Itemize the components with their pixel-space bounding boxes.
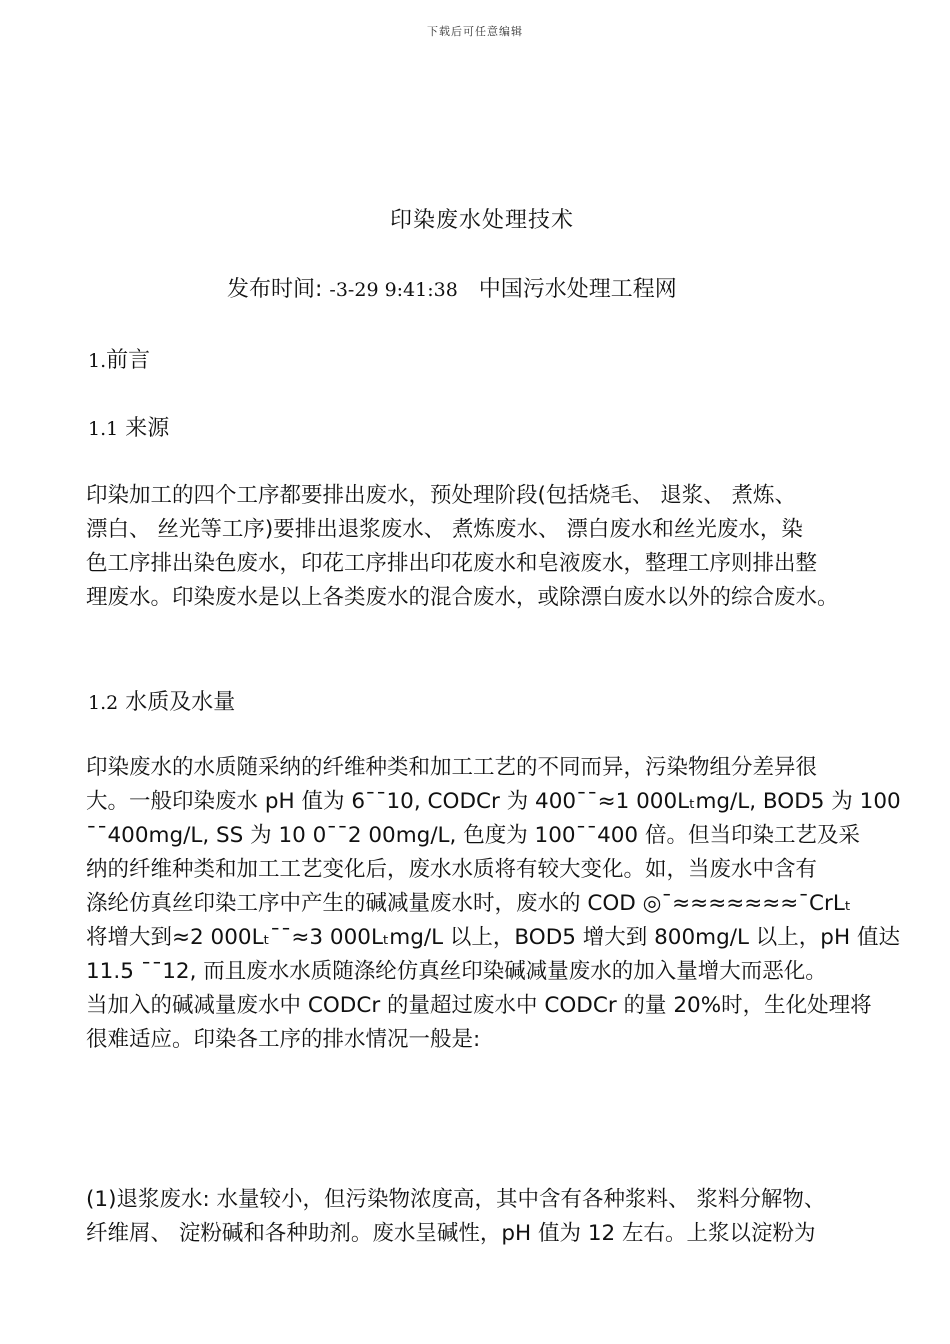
paragraph-line: 印染加工的四个工序都要排出废水，预处理阶段(包括烧毛、 退浆、 煮炼、: [86, 483, 797, 508]
section-title: 水质及水量: [125, 690, 236, 715]
paragraph-source: [86, 479, 886, 615]
paragraph-line: 印染废水的水质随采纳的纤维种类和加工工艺的不同而异，污染物组分差异很: [86, 755, 818, 780]
section-title: 前言: [106, 348, 151, 373]
paragraph-line: 当加入的碱减量废水中 CODCr 的量超过废水中 CODCr 的量 20%时，生化处理将: [86, 993, 872, 1018]
document-title: 印染废水处理技术: [389, 208, 574, 233]
paragraph-line: 理废水。印染废水是以上各类废水的混合废水，或除漂白废水以外的综合废水。: [86, 585, 839, 610]
section-number: 1.: [88, 350, 107, 372]
section-number: 1.1: [88, 418, 119, 440]
paragraph-line: ¯¯400mg/L, SS 为 10 0¯¯2 00mg/L, 色度为 100¯¯400 倍。但当印染工艺及采: [86, 823, 860, 848]
publish-meta: [227, 272, 677, 303]
publish-source: 中国污水处理工程网: [478, 277, 677, 302]
publish-datetime: -3-29 9:41:38: [329, 279, 458, 301]
paragraph-line: 将增大到≈2 000Lₜ¯¯≈3 000Lₜmg/L 以上，BOD5 增大到 800mg/L 以上，pH 值达: [86, 925, 900, 950]
paragraph-line: 很难适应。印染各工序的排水情况一般是:: [86, 1027, 481, 1052]
paragraph-line: 漂白、 丝光等工序)要排出退浆废水、 煮炼废水、 漂白废水和丝光废水，染: [86, 517, 803, 542]
section-number: 1.2: [88, 692, 119, 714]
section-title: 来源: [125, 416, 170, 441]
publish-label: 发布时间:: [227, 277, 323, 302]
section-heading-1-2: [88, 685, 235, 716]
paragraph-line: 纳的纤维种类和加工工艺变化后，废水水质将有较大变化。如，当废水中含有: [86, 857, 818, 882]
section-heading-1: [88, 343, 150, 374]
section-heading-1-1: [88, 411, 169, 442]
paragraph-line: 大。一般印染废水 pH 值为 6¯¯10, CODCr 为 400¯¯≈1 000Lₜmg/L, BOD5 为 100: [86, 789, 901, 814]
paragraph-line: 涤纶仿真丝印染工序中产生的碱减量废水时，废水的 COD ◎¯≈≈≈≈≈≈≈¯CrLₜ: [86, 891, 852, 916]
paragraph-line: 色工序排出染色废水，印花工序排出印花废水和皂液废水，整理工序则排出整: [86, 551, 818, 576]
paragraph-line: (1)退浆废水: 水量较小，但污染物浓度高，其中含有各种浆料、 浆料分解物、: [86, 1187, 826, 1212]
paragraph-quality: [86, 751, 901, 1057]
paragraph-desizing: [86, 1183, 886, 1251]
paragraph-line: 11.5 ¯¯12, 而且废水水质随涤纶仿真丝印染碱减量废水的加入量增大而恶化。: [86, 959, 827, 984]
header-note: 下载后可任意编辑: [427, 25, 523, 38]
paragraph-line: 纤维屑、 淀粉碱和各种助剂。废水呈碱性，pH 值为 12 左右。上浆以淀粉为: [86, 1221, 816, 1246]
